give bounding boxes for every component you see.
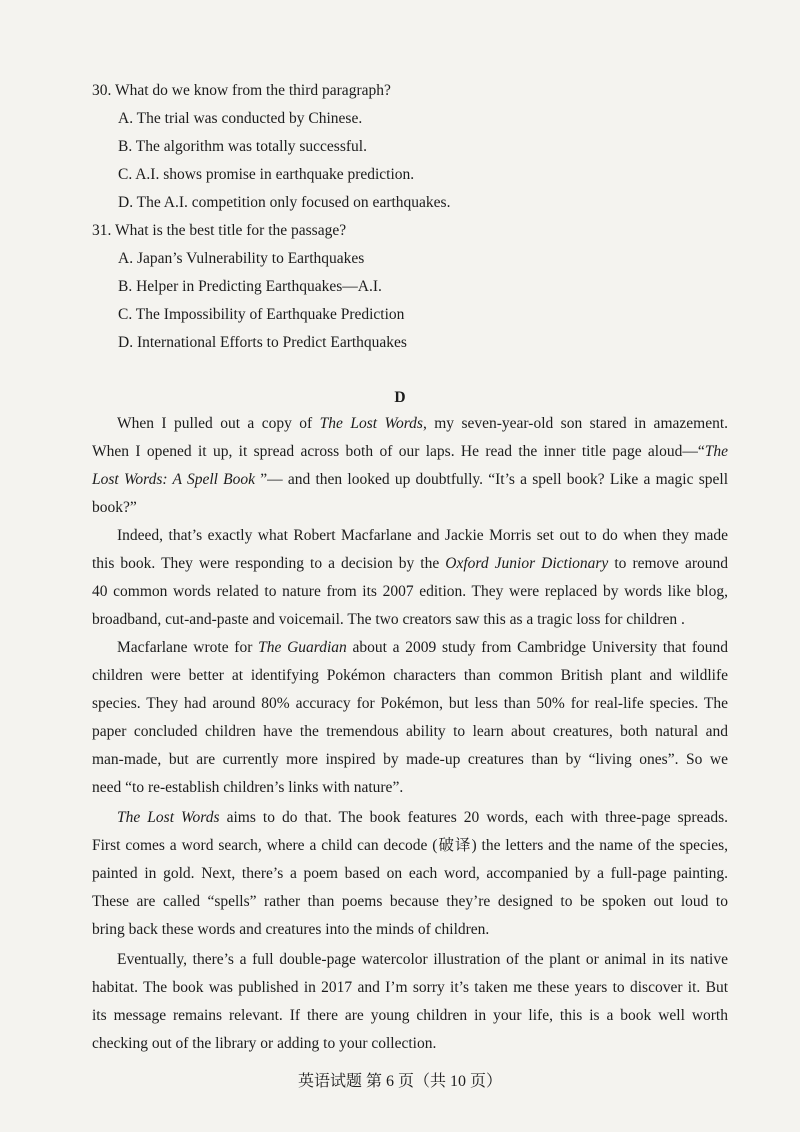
question-31-option-a: A. Japan’s Vulnerability to Earthquakes (118, 250, 365, 267)
question-31-stem: 31. What is the best title for the passage? (92, 222, 347, 239)
passage-line: species. They had around 80% accuracy for Pokémon, but less than 50% for real-life species. The (92, 695, 728, 712)
passage-line: 40 common words related to nature from its 2007 edition. They were replaced by words like blog, (92, 583, 728, 600)
question-31-option-d: D. International Efforts to Predict Earthquakes (118, 334, 407, 351)
passage-line: painted in gold. Next, there’s a poem based on each word, accompanied by a full-page painting. (92, 865, 728, 882)
question-30-option-b: B. The algorithm was totally successful. (118, 138, 367, 155)
passage-line: man-made, but are currently more inspired by made-up creatures than by “living ones”. So we (92, 751, 728, 768)
passage-line: When I opened it up, it spread across both of our laps. He read the inner title page aloud—“The (92, 443, 728, 460)
passage-line: paper concluded children have the tremendous ability to learn about creatures, both natural and (92, 723, 728, 740)
passage-line: bring back these words and creatures into the minds of children. (92, 921, 490, 938)
passage-line: Indeed, that’s exactly what Robert Macfarlane and Jackie Morris set out to do when they made (117, 527, 728, 544)
page-footer: 英语试题 第 6 页（共 10 页） (297, 1073, 502, 1090)
passage-line: habitat. The book was published in 2017 and I’m sorry it’s taken me these years to discover it. But (92, 979, 728, 996)
question-31-option-c: C. The Impossibility of Earthquake Prediction (118, 306, 405, 323)
passage-line: children were better at identifying Pokémon characters than common British plant and wildlife (92, 667, 728, 684)
passage-line: Eventually, there’s a full double-page watercolor illustration of the plant or animal in its native (117, 951, 728, 968)
question-30-option-a: A. The trial was conducted by Chinese. (118, 110, 363, 127)
question-30-stem: 30. What do we know from the third paragraph? (92, 82, 391, 99)
passage-line: this book. They were responding to a decision by the Oxford Junior Dictionary to remove around (92, 555, 729, 572)
question-30-option-c: C. A.I. shows promise in earthquake prediction. (118, 166, 415, 183)
question-31-option-b: B. Helper in Predicting Earthquakes—A.I. (118, 278, 382, 295)
passage-line: book?” (92, 499, 137, 516)
passage-line: First comes a word search, where a child can decode (破译) the letters and the name of the species, (92, 837, 728, 854)
passage-line: When I pulled out a copy of The Lost Words, my seven-year-old son stared in amazement. (117, 415, 729, 432)
passage-line: its message remains relevant. If there are young children in your life, this is a book well worth (92, 1007, 728, 1024)
passage-line: broadband, cut-and-paste and voicemail. The two creators saw this as a tragic loss for children . (92, 611, 685, 628)
passage-line: The Lost Words aims to do that. The book features 20 words, each with three-page spreads. (117, 809, 728, 826)
question-30-option-d: D. The A.I. competition only focused on earthquakes. (118, 194, 451, 211)
section-heading: D (394, 389, 406, 406)
passage-line: checking out of the library or adding to your collection. (92, 1035, 437, 1052)
passage-line: These are called “spells” rather than poems because they’re designed to be spoken out loud to (92, 893, 728, 910)
passage-line: Macfarlane wrote for The Guardian about a 2009 study from Cambridge University that found (117, 639, 728, 656)
passage-line: need “to re-establish children’s links with nature”. (92, 779, 404, 796)
passage-line: Lost Words: A Spell Book ”— and then looked up doubtfully. “It’s a spell book? Like a magic spell (92, 471, 728, 488)
